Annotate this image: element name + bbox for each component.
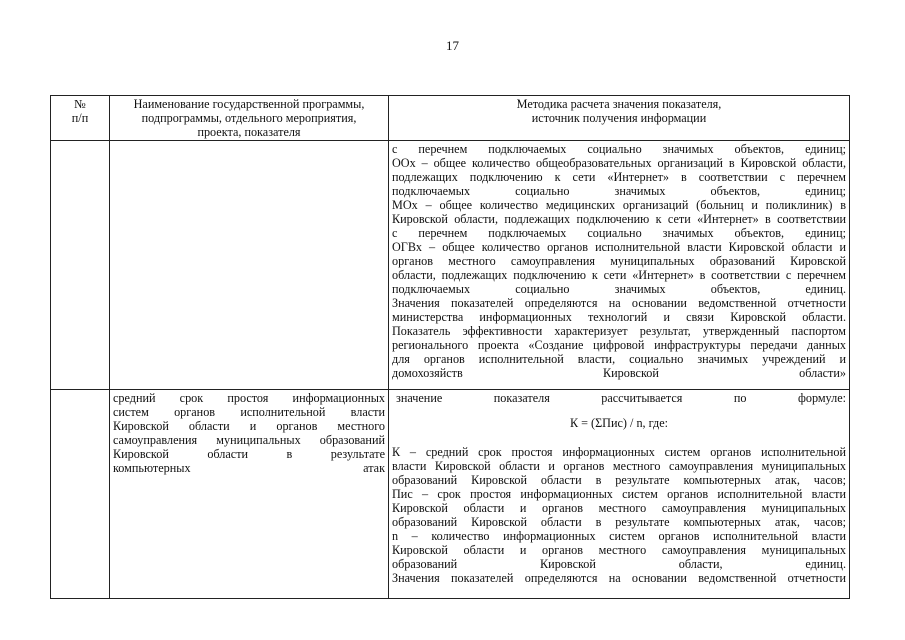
row1-method-cell (389, 141, 850, 390)
indicator-name-line: средний срок простоя информационных (113, 391, 385, 406)
method-line: подлежащих подключению к сети «Интернет» в соответствии с перечнем (392, 170, 846, 184)
page-number: 17 (446, 38, 459, 53)
method-line: министерства информационных технологий и связи Кировской области. (392, 310, 846, 324)
indicator-name-line: Кировской области и органов местного (113, 419, 385, 434)
header-method-line: источник получения информации (531, 111, 707, 125)
table-row (51, 141, 850, 390)
header-num-cell (51, 96, 110, 141)
method-line: власти Кировской области и органов местного самоуправления муниципальных (392, 459, 846, 474)
formula-intro: значение показателя рассчитывается по формуле: (396, 391, 846, 406)
header-method-cell (389, 96, 850, 141)
method-line: Показатель эффективности характеризует результат, утвержденный паспортом (392, 324, 846, 338)
method-line: МОх – общее количество медицинских организаций (больниц и поликлиник) в (392, 198, 846, 212)
method-line: n – количество информационных систем органов исполнительной власти (392, 529, 846, 544)
method-line: образований Кировской области, единиц. (392, 557, 846, 572)
indicator-table (50, 95, 850, 599)
method-line: Значения показателей определяются на основании ведомственной отчетности (392, 571, 846, 586)
method-line: Кировской области и органов местного самоуправления муниципальных (392, 501, 846, 516)
method-line: с перечнем подключаемых социально значимых объектов, единиц; (392, 142, 846, 156)
method-line: для органов исполнительной власти, социально значимых учреждений и (392, 352, 846, 366)
header-name-line: Наименование государственной программы, (133, 97, 365, 111)
method-line: образований Кировской области в результате компьютерных атак, часов; (392, 473, 846, 488)
indicator-name-line: компьютерных атак (113, 461, 385, 476)
row2-name-cell (110, 390, 389, 599)
method-line: К – средний срок простоя информационных систем органов исполнительной (392, 445, 846, 460)
method-line: ОГВх – общее количество органов исполнительной власти Кировской области и (392, 240, 846, 254)
header-name-line: проекта, показателя (197, 125, 301, 139)
indicator-name-line: систем органов исполнительной власти (113, 405, 385, 420)
method-line: органов местного самоуправления муниципальных образований Кировской (392, 254, 846, 268)
header-num-line: п/п (71, 111, 89, 125)
method-line: Кировской области, подлежащих подключению к сети «Интернет» в соответствии (392, 212, 846, 226)
formula: К = (ΣПис) / n, где: (569, 416, 669, 431)
method-line: с перечнем подключаемых социально значимых объектов, единиц; (392, 226, 846, 240)
method-line: регионального проекта «Создание цифровой инфраструктуры передачи данных (392, 338, 846, 352)
table-header-row (51, 96, 850, 141)
method-line: Значения показателей определяются на основании ведомственной отчетности (392, 296, 846, 310)
row2-method-cell (389, 390, 850, 599)
method-line: подключаемых социально значимых объектов, единиц. (392, 282, 846, 296)
row1-num-cell (51, 141, 110, 390)
header-name-cell (110, 96, 389, 141)
row2-num-cell (51, 390, 110, 599)
method-line: Кировской области и органов местного самоуправления муниципальных (392, 543, 846, 558)
header-method-line: Методика расчета значения показателя, (516, 97, 722, 111)
method-line: подключаемых социально значимых объектов, единиц; (392, 184, 846, 198)
indicator-name-line: Кировской области в результате (113, 447, 385, 462)
method-line: ООх – общее количество общеобразовательных организаций в Кировской области, (392, 156, 846, 170)
method-line: Пис – срок простоя информационных систем органов исполнительной власти (392, 487, 846, 502)
indicator-name-line: самоуправления муниципальных образований (113, 433, 385, 448)
method-line: образований Кировской области в результате компьютерных атак, часов; (392, 515, 846, 530)
method-line: области, подлежащих подключению к сети «Интернет» в соответствии с перечнем (392, 268, 846, 282)
header-name-line: подпрограммы, отдельного мероприятия, (141, 111, 357, 125)
method-line: домохозяйств Кировской области» (392, 366, 846, 380)
row1-name-cell (110, 141, 389, 390)
header-num-line: № (74, 97, 86, 111)
table-row (51, 390, 850, 599)
